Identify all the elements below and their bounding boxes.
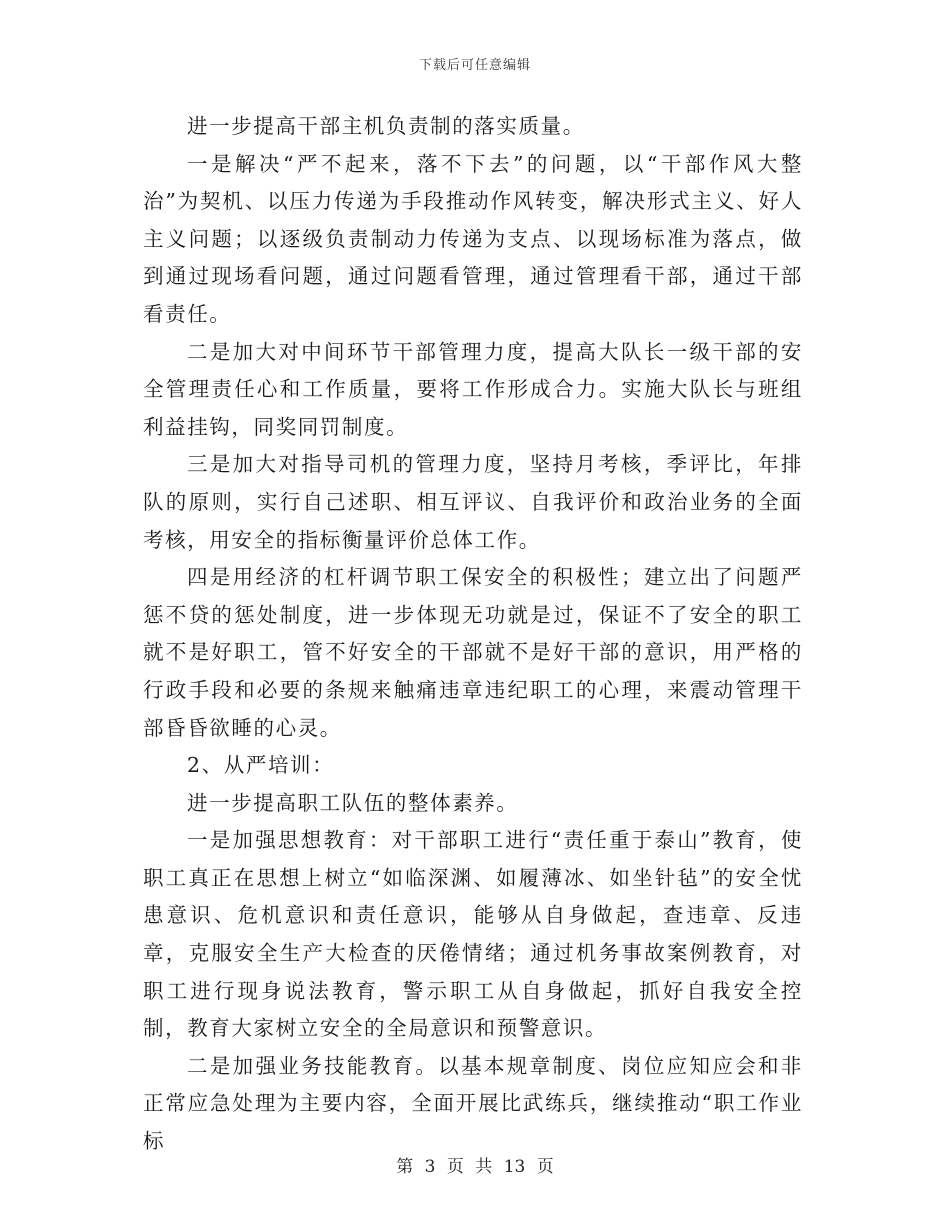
page-header-note: 下载后可任意编辑: [418, 58, 531, 73]
document-body: [143, 108, 803, 1161]
paragraph: 进一步提高干部主机负责制的落实质量。: [187, 114, 585, 138]
paragraph: 进一步提高职工队伍的整体素养。: [187, 790, 519, 815]
paragraph: 一是解决“严不起来，落不下去”的问题，以“干部作风大整治”为契机、以压力传递为手段推动作风转变，解决形式主义、好人主义问题；以逐级负责制动力传递为支点、以现场标准为落点，做到通过现场看问题，通过问题看管理，通过管理看干部，通过干部看责任。: [143, 151, 803, 326]
paragraph: 二是加大对中间环节干部管理力度，提高大队长一级干部的安全管理责任心和工作质量，要将工作形成合力。实施大队长与班组利益挂钩，同奖同罚制度。: [143, 339, 803, 439]
paragraph: 三是加大对指导司机的管理力度，坚持月考核，季评比，年排队的原则，实行自己述职、相互评议、自我评价和政治业务的全面考核，用安全的指标衡量评价总体工作。: [143, 452, 803, 552]
section-heading: 2、从严培训：: [187, 753, 335, 778]
paragraph: 一是加强思想教育：对干部职工进行“责任重于泰山”教育，使职工真正在思想上树立“如临深渊、如履薄冰、如坐针毡”的安全忧患意识、危机意识和责任意识，能够从自身做起，查违章、反违章，克服安全生产大检查的厌倦情绪；通过机务事故案例教育，对职工进行现身说法教育，警示职工从自身做起，抓好自我安全控制，教育大家树立安全的全局意识和预警意识。: [143, 828, 803, 1041]
paragraph: 四是用经济的杠杆调节职工保安全的积极性；建立出了问题严惩不贷的惩处制度，进一步体现无功就是过，保证不了安全的职工就不是好职工，管不好安全的干部就不是好干部的意识，用严格的行政手段和必要的条规来触痛违章违纪职工的心理，来震动管理干部昏昏欲睡的心灵。: [143, 565, 803, 740]
paragraph: 二是加强业务技能教育。以基本规章制度、岗位应知应会和非正常应急处理为主要内容，全面开展比武练兵，继续推动“职工作业标: [143, 1053, 803, 1154]
page-number-footer: 第 3 页 共 13 页: [396, 1157, 554, 1177]
